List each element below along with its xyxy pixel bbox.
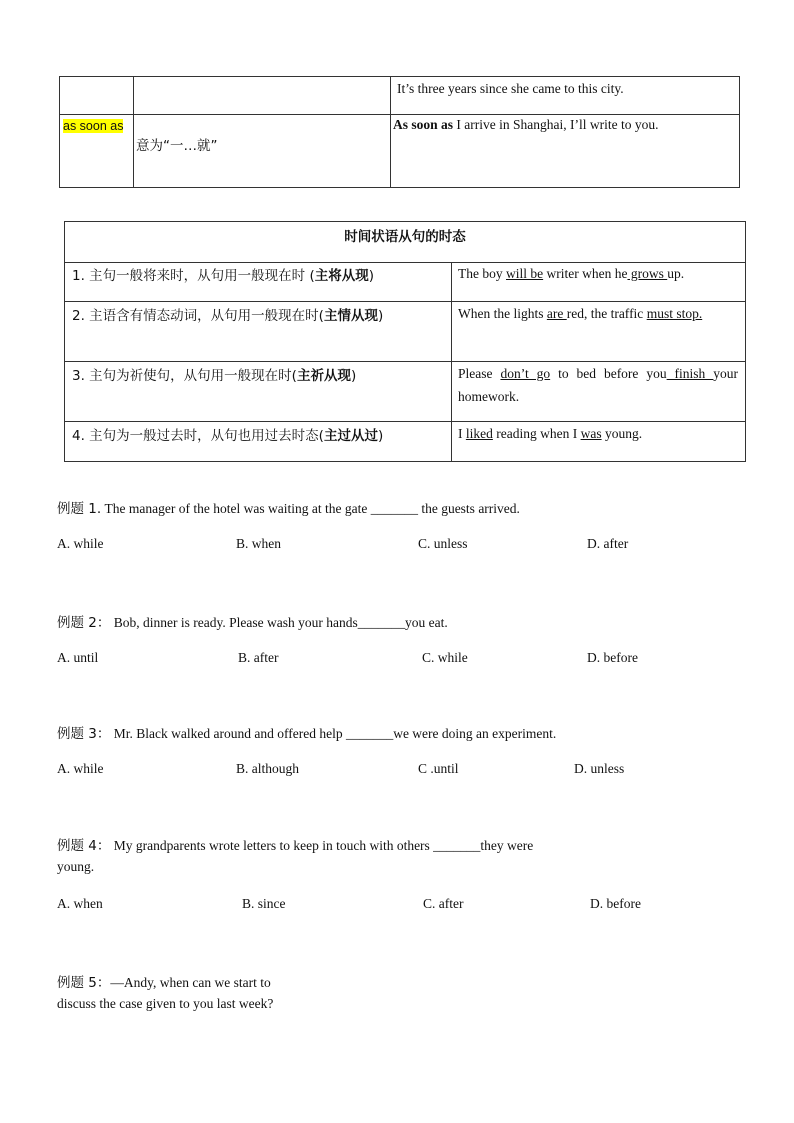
option-a[interactable]: A. while <box>57 761 104 776</box>
grammar-table-top <box>59 76 740 188</box>
option-b[interactable]: B. after <box>238 650 279 665</box>
rule-bold: 主祈从现 <box>296 368 351 384</box>
rule-text: 2. 主语含有情态动词，从句用一般现在时( <box>72 308 324 324</box>
option-a[interactable]: A. while <box>57 536 104 551</box>
question-4-continuation: young. <box>57 859 95 874</box>
rule-bold: 主情从现 <box>323 308 378 324</box>
option-b[interactable]: B. since <box>242 896 286 911</box>
example-cell <box>458 302 738 325</box>
question-5 <box>57 971 271 991</box>
example-text: up. <box>667 266 685 281</box>
rule-cell <box>72 264 374 284</box>
example-text: young. <box>601 426 643 441</box>
question-5-continuation: discuss the case given to you last week? <box>57 996 274 1011</box>
question-label: 例题 3： <box>57 726 111 742</box>
example-underlined: finish <box>666 366 714 381</box>
option-d[interactable]: D. unless <box>574 761 625 776</box>
question-2 <box>57 611 448 631</box>
example-underlined: are <box>546 306 567 321</box>
rule-bold: 主过从过 <box>323 428 378 444</box>
example-sentence: It’s three years since she came to this city. <box>397 81 624 96</box>
term-highlight: as soon as <box>63 119 124 133</box>
table-title: 时间状语从句的时态 <box>344 229 466 245</box>
example-cell <box>458 422 738 445</box>
rule-bold: 主将从现 <box>314 268 369 284</box>
example-underlined: was <box>580 426 602 441</box>
example-sentence <box>393 117 738 133</box>
question-label: 例题 2： <box>57 615 111 631</box>
option-a[interactable]: A. until <box>57 650 99 665</box>
example-underlined: grows <box>627 266 668 281</box>
option-c[interactable]: C. unless <box>418 536 468 551</box>
example-underlined: don’t go <box>500 366 551 381</box>
option-d[interactable]: D. after <box>587 536 629 551</box>
rule-text: ) <box>350 368 357 384</box>
table-divider <box>133 77 134 187</box>
option-a[interactable]: A. when <box>57 896 103 911</box>
example-underlined: liked <box>465 426 493 441</box>
question-label: 例题 5： <box>57 975 111 991</box>
question-1 <box>57 497 520 517</box>
table-divider <box>451 262 452 461</box>
rule-text: 4. 主句为一般过去时，从句也用过去时态( <box>72 428 324 444</box>
question-label: 例题 1. <box>57 501 102 517</box>
rule-cell <box>72 364 356 384</box>
tense-table <box>64 221 746 462</box>
rule-text: ) <box>368 268 375 284</box>
example-text: Please <box>458 366 501 381</box>
question-3 <box>57 722 556 742</box>
table-divider <box>60 114 739 115</box>
term-meaning: 意为“一…就” <box>136 138 218 154</box>
option-c[interactable]: C .until <box>418 761 459 776</box>
rule-text: 1. 主句一般将来时，从句用一般现在时 ( <box>72 268 315 284</box>
question-text: —Andy, when can we start to <box>110 975 271 990</box>
rule-text: ) <box>377 308 384 324</box>
example-text: I <box>458 426 466 441</box>
example-rest: I arrive in Shanghai, I’ll write to you. <box>453 117 659 132</box>
example-text: writer when he <box>543 266 628 281</box>
example-cell <box>458 362 738 408</box>
example-text: to bed before you <box>550 366 667 381</box>
question-text: The manager of the hotel was waiting at the gate _______ the guests arrived. <box>101 501 520 516</box>
question-text: My grandparents wrote letters to keep in touch with others _______they were <box>110 838 534 853</box>
option-d[interactable]: D. before <box>587 650 638 665</box>
example-underlined: must stop. <box>646 306 703 321</box>
example-underlined: will be <box>506 266 544 281</box>
example-bold: As soon as <box>393 117 454 132</box>
question-text: Mr. Black walked around and offered help _______we were doing an experiment. <box>110 726 557 741</box>
rule-text: 3. 主句为祈使句，从句用一般现在时( <box>72 368 297 384</box>
option-b[interactable]: B. although <box>236 761 299 776</box>
question-text: Bob, dinner is ready. Please wash your hands_______you eat. <box>110 615 448 630</box>
rule-text: ) <box>377 428 384 444</box>
option-c[interactable]: C. after <box>423 896 464 911</box>
question-label: 例题 4： <box>57 838 111 854</box>
example-text: reading when I <box>492 426 581 441</box>
table-divider <box>390 77 391 187</box>
example-text: When the lights <box>458 306 547 321</box>
example-text: your homework. <box>458 366 738 404</box>
option-d[interactable]: D. before <box>590 896 641 911</box>
example-cell <box>458 262 738 285</box>
example-text: The boy <box>458 266 506 281</box>
example-text: red, the traffic <box>566 306 647 321</box>
option-c[interactable]: C. while <box>422 650 468 665</box>
rule-cell <box>72 424 383 444</box>
rule-cell <box>72 304 383 324</box>
option-b[interactable]: B. when <box>236 536 281 551</box>
question-4 <box>57 834 533 854</box>
term-cell <box>63 118 123 134</box>
